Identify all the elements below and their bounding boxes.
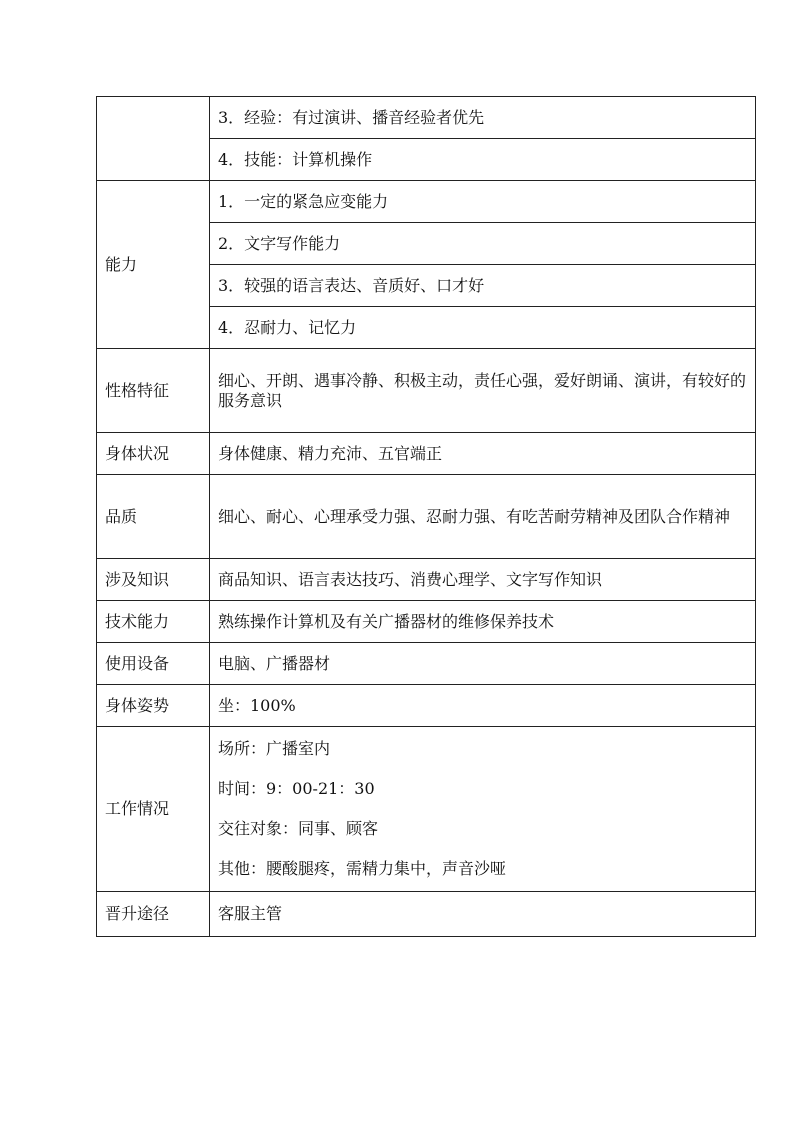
knowledge-value: 商品知识、语言表达技巧、消费心理学、文字写作知识 xyxy=(210,559,756,601)
table-row xyxy=(97,685,756,727)
table-row xyxy=(97,559,756,601)
work-item: 时间：9：00-21：30 xyxy=(218,779,375,798)
row-label-promotion: 晋升途径 xyxy=(97,892,210,937)
table-row xyxy=(97,727,756,892)
ability-item: 4．忍耐力、记忆力 xyxy=(210,307,756,349)
row-value: 3．经验：有过演讲、播音经验者优先 xyxy=(210,97,756,139)
row-label-equipment: 使用设备 xyxy=(97,643,210,685)
table-row xyxy=(97,97,756,139)
row-label-tech: 技术能力 xyxy=(97,601,210,643)
table-row xyxy=(97,181,756,223)
table-row xyxy=(97,601,756,643)
ability-item: 3．较强的语言表达、音质好、口才好 xyxy=(210,265,756,307)
health-value: 身体健康、精力充沛、五官端正 xyxy=(210,433,756,475)
table-row xyxy=(97,892,756,937)
row-label xyxy=(97,97,210,181)
work-item: 交往对象：同事、顾客 xyxy=(218,819,379,838)
work-value xyxy=(210,727,756,892)
posture-value: 坐：100% xyxy=(210,685,756,727)
row-label-health: 身体状况 xyxy=(97,433,210,475)
row-label-work: 工作情况 xyxy=(97,727,210,892)
table-row xyxy=(97,349,756,433)
row-label-posture: 身体姿势 xyxy=(97,685,210,727)
work-item: 场所：广播室内 xyxy=(218,739,331,758)
table-row xyxy=(97,433,756,475)
row-label-ability: 能力 xyxy=(97,181,210,349)
row-label-knowledge: 涉及知识 xyxy=(97,559,210,601)
row-value: 4．技能：计算机操作 xyxy=(210,139,756,181)
ability-item: 1．一定的紧急应变能力 xyxy=(210,181,756,223)
promotion-value: 客服主管 xyxy=(210,892,756,937)
row-label-quality: 品质 xyxy=(97,475,210,559)
personality-value: 细心、开朗、遇事冷静、积极主动，责任心强，爱好朗诵、演讲，有较好的服务意识 xyxy=(210,349,756,433)
tech-value: 熟练操作计算机及有关广播器材的维修保养技术 xyxy=(210,601,756,643)
work-item: 其他：腰酸腿疼，需精力集中，声音沙哑 xyxy=(218,859,507,878)
table-row xyxy=(97,643,756,685)
equipment-value: 电脑、广播器材 xyxy=(210,643,756,685)
ability-item: 2．文字写作能力 xyxy=(210,223,756,265)
job-spec-table xyxy=(96,96,756,937)
table-row xyxy=(97,475,756,559)
row-label-personality: 性格特征 xyxy=(97,349,210,433)
quality-value: 细心、耐心、心理承受力强、忍耐力强、有吃苦耐劳精神及团队合作精神 xyxy=(210,475,756,559)
